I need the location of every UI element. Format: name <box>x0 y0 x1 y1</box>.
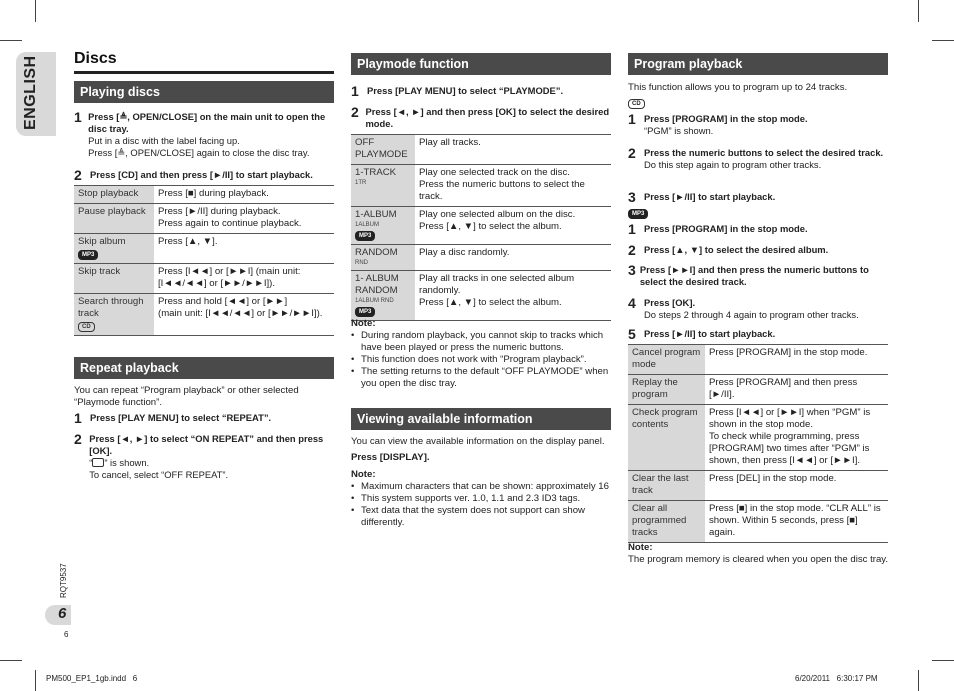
note-heading: Note: <box>351 318 376 329</box>
model-code: RQT9537 <box>59 563 68 598</box>
note-item: • The setting returns to the default “OFF PLAYMODE” when you open the disc tray. <box>351 366 613 390</box>
mp3-badge: MP3 <box>78 250 98 260</box>
page-title: Discs <box>74 50 117 67</box>
mp3-step-2: 2 Press [▲, ▼] to select the desired album. <box>628 242 829 258</box>
table-row: Check program contents Press [I◄◄] or [►►I] when “PGM” is shown in the stop mode. To check while programming, press [PROGRAM] two times after “PGM” is shown, then press [I◄◄] or [►►I]. <box>628 405 888 471</box>
note-heading: Note: <box>351 469 376 480</box>
note-item: • Text data that the system does not support can show differently. <box>351 505 613 529</box>
program-table <box>628 344 888 543</box>
table-row: Clear the last track Press [DEL] in the stop mode. <box>628 471 888 501</box>
repeat-intro: You can repeat “Program playback” or other selected “Playmode function”. <box>74 385 299 408</box>
step-2: 2 Press [◄, ►] and then press [OK] to select the desired mode. <box>351 104 610 129</box>
title-rule <box>74 71 334 74</box>
eject-icon: ≜ <box>117 147 126 158</box>
table-row: 1- ALBUM RANDOM 1ALBUM RND MP3 Play all tracks in one selected album randomly. Press [▲, ▼] to select the album. <box>351 271 611 321</box>
table-row: Stop playback Press [■] during playback. <box>74 186 334 204</box>
cd-step-1: 1 Press [PROGRAM] in the stop mode. “PGM” is shown. <box>628 111 808 136</box>
language-label: ENGLISH <box>22 55 39 130</box>
crop-mark <box>932 660 954 661</box>
section-heading-viewing: Viewing available information <box>351 408 611 430</box>
program-note: The program memory is cleared when you open the disc tray. <box>628 554 889 565</box>
language-tab <box>16 52 56 136</box>
step-1: 1 Press [≜, OPEN/CLOSE] on the main unit to open the disc tray. Put in a disc with the label facing up. Press [≜, OPEN/CLOSE] again to close the disc tray. <box>74 109 326 158</box>
footer-right: 6/20/2011 6:30:17 PM <box>795 674 878 683</box>
mp3-badge: MP3 <box>355 307 375 317</box>
playmode-table <box>351 134 611 321</box>
viewing-press: Press [DISPLAY]. <box>351 452 430 463</box>
playmode-notes <box>351 330 613 390</box>
table-row: OFF PLAYMODE Play all tracks. <box>351 135 611 165</box>
step-2: 2 Press [◄, ►] to select “ON REPEAT” and then press [OK]. “ ” is shown. To cancel, select “OFF REPEAT”. <box>74 431 324 480</box>
page-number: 6 <box>58 605 67 622</box>
table-row: Skip track Press [I◄◄] or [►►I] (main unit: [I◄◄/◄◄] or [►►/►►I]). <box>74 264 334 294</box>
repeat-icon <box>92 458 104 467</box>
section-heading-playing: Playing discs <box>74 81 334 103</box>
cd-step-3: 3 Press [►/II] to start playback. <box>628 189 776 205</box>
cd-step-2: 2 Press the numeric buttons to select the desired track. Do this step again to program other tracks. <box>628 145 884 170</box>
section-heading-repeat: Repeat playback <box>74 357 334 379</box>
mp3-badge: MP3 <box>355 231 375 241</box>
viewing-notes <box>351 481 613 529</box>
page-number-badge <box>45 605 71 625</box>
note-item: • This system supports ver. 1.0, 1.1 and 2.3 ID3 tags. <box>351 493 613 505</box>
table-row: Search through track CD Press and hold [◄◄] or [►►] (main unit: [I◄◄/◄◄] or [►►/►►I]). <box>74 294 334 336</box>
table-row: 1-TRACK 1TR Play one selected track on the disc. Press the numeric buttons to select the track. <box>351 165 611 207</box>
footer-left: PM500_EP1_1gb.indd 6 <box>46 674 138 683</box>
table-row: Replay the program Press [PROGRAM] and then press [►/II]. <box>628 375 888 405</box>
cd-badge: CD <box>628 99 645 109</box>
table-row: Cancel program mode Press [PROGRAM] in the stop mode. <box>628 345 888 375</box>
playing-table <box>74 185 334 336</box>
program-intro: This function allows you to program up to 24 tracks. <box>628 82 848 93</box>
eject-icon: ≜ <box>119 111 128 122</box>
mp3-step-3: 3 Press [►►I] and then press the numeric buttons to select the desired track. <box>628 262 869 287</box>
step-1: 1 Press [PLAY MENU] to select “PLAYMODE”. <box>351 83 564 99</box>
mp3-badge: MP3 <box>628 209 648 219</box>
table-row: 1-ALBUM 1ALBUM MP3 Play one selected album on the disc. Press [▲, ▼] to select the album. <box>351 207 611 245</box>
note-heading: Note: <box>628 542 653 553</box>
crop-mark <box>35 670 36 691</box>
mp3-step-1: 1 Press [PROGRAM] in the stop mode. <box>628 221 808 237</box>
crop-mark <box>0 660 22 661</box>
note-item: • During random playback, you cannot skip to tracks which have been played or press the numeric buttons. <box>351 330 613 354</box>
table-row: RANDOM RND Play a disc randomly. <box>351 245 611 271</box>
crop-mark <box>918 0 919 22</box>
mp3-step-5: 5 Press [►/II] to start playback. <box>628 326 776 342</box>
mp3-step-4: 4 Press [OK]. Do steps 2 through 4 again to program other tracks. <box>628 295 859 320</box>
step-1: 1 Press [PLAY MENU] to select “REPEAT”. <box>74 410 272 426</box>
section-heading-program: Program playback <box>628 53 888 75</box>
table-row: Pause playback Press [►/II] during playback. Press again to continue playback. <box>74 204 334 234</box>
cd-badge: CD <box>78 322 95 332</box>
crop-mark <box>932 40 954 41</box>
table-row: Skip album MP3 Press [▲, ▼]. <box>74 234 334 264</box>
page-number-small: 6 <box>64 630 69 639</box>
table-row: Clear all programmed tracks Press [■] in the stop mode. “CLR ALL” is shown. Within 5 seconds, press [■] again. <box>628 501 888 543</box>
step-2: 2 Press [CD] and then press [►/II] to start playback. <box>74 167 313 183</box>
crop-mark <box>35 0 36 22</box>
crop-mark <box>0 40 22 41</box>
note-item: • This function does not work with “Program playback”. <box>351 354 613 366</box>
note-item: • Maximum characters that can be shown: approximately 16 <box>351 481 613 493</box>
section-heading-playmode: Playmode function <box>351 53 611 75</box>
viewing-intro: You can view the available information on the display panel. <box>351 436 605 447</box>
crop-mark <box>918 670 919 691</box>
